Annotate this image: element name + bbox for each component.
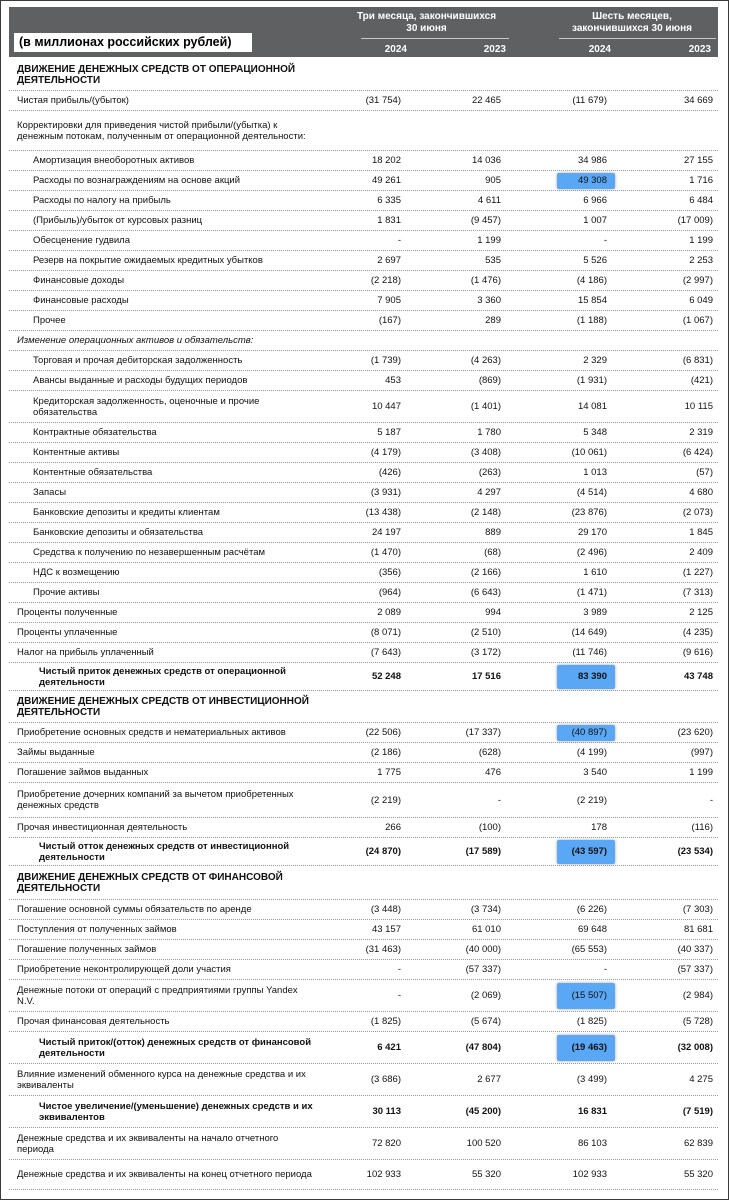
value-cell: 6 335 xyxy=(377,195,401,206)
value-cell: (45 200) xyxy=(465,1106,501,1117)
value-cell: (57 337) xyxy=(677,964,713,975)
section-header-row xyxy=(9,691,718,723)
value-cell: (1 931) xyxy=(576,375,607,386)
value-cell: (40 897) xyxy=(571,727,607,738)
value-cell: (31 754) xyxy=(365,95,401,106)
row-label: Прочая инвестиционная деятельность xyxy=(17,822,188,833)
table-row xyxy=(9,920,718,940)
row-label: Контентные обязательства xyxy=(33,467,153,478)
row-label: Амортизация внеоборотных активов xyxy=(33,155,195,166)
value-cell: (6 226) xyxy=(576,904,607,915)
value-cell: 27 155 xyxy=(683,155,713,166)
table-row xyxy=(9,980,718,1012)
value-cell: (2 997) xyxy=(682,275,713,286)
value-cell: (1 825) xyxy=(370,1016,401,1027)
total-row xyxy=(9,663,718,691)
value-cell: 6 421 xyxy=(377,1042,401,1053)
table-row xyxy=(9,1064,718,1096)
value-cell: - xyxy=(397,964,401,975)
value-cell: 18 202 xyxy=(371,155,401,166)
table-row xyxy=(9,331,718,351)
table-row xyxy=(9,371,718,391)
value-cell: - xyxy=(709,794,713,806)
value-cell: 16 831 xyxy=(577,1106,607,1117)
value-cell: - xyxy=(397,990,401,1001)
table-row xyxy=(9,351,718,371)
value-cell: (13 438) xyxy=(365,507,401,518)
value-cell: 1 199 xyxy=(689,235,713,246)
value-cell: 5 187 xyxy=(377,427,401,438)
value-cell: 2 253 xyxy=(689,255,713,266)
value-cell: 17 516 xyxy=(471,671,501,682)
table-row xyxy=(9,423,718,443)
value-cell: 34 986 xyxy=(577,155,607,166)
table-row xyxy=(9,191,718,211)
row-label: Изменение операционных активов и обязательств: xyxy=(17,335,254,346)
row-label: Денежные потоки от операций с предприятиями группы Yandex N.V. xyxy=(17,984,298,1007)
table-row xyxy=(9,171,718,191)
value-cell: (65 553) xyxy=(571,944,607,955)
value-cell: (2 510) xyxy=(470,627,501,638)
row-label: ДВИЖЕНИЕ ДЕНЕЖНЫХ СРЕДСТВ ОТ ИНВЕСТИЦИОННОЙ ДЕЯТЕЛЬНОСТИ xyxy=(17,695,309,718)
value-cell: 266 xyxy=(385,822,401,833)
row-label: Проценты полученные xyxy=(17,607,118,618)
table-row xyxy=(9,583,718,603)
value-cell: (1 470) xyxy=(370,547,401,558)
value-cell: (7 643) xyxy=(370,647,401,658)
row-label: Чистый приток денежных средств от операционной деятельности xyxy=(39,665,286,688)
value-cell: 994 xyxy=(485,607,501,618)
value-cell: 49 261 xyxy=(371,175,401,186)
value-cell: 1 845 xyxy=(689,527,713,538)
value-cell: (3 734) xyxy=(470,904,501,915)
value-cell: (2 219) xyxy=(370,794,401,806)
total-row xyxy=(9,1096,718,1128)
value-cell: (263) xyxy=(478,467,501,478)
table-row xyxy=(9,643,718,663)
value-cell: (1 401) xyxy=(470,401,501,412)
row-label: Денежные средства и их эквиваленты на конец отчетного периода xyxy=(17,1169,312,1180)
value-cell: (23 876) xyxy=(571,507,607,518)
value-cell: 2 677 xyxy=(477,1074,501,1085)
row-label: Расходы по вознаграждениям на основе акций xyxy=(33,175,241,186)
value-cell: (1 227) xyxy=(682,567,713,578)
year-header: 2023 xyxy=(483,44,506,55)
value-cell: (6 831) xyxy=(682,355,713,366)
value-cell: (68) xyxy=(484,547,501,558)
header-divider xyxy=(361,38,509,39)
value-cell: (2 218) xyxy=(370,275,401,286)
table-row xyxy=(9,91,718,111)
table-row xyxy=(9,1160,718,1190)
value-cell: (22 506) xyxy=(365,727,401,738)
row-label: Банковские депозиты и кредиты клиентам xyxy=(33,507,220,518)
value-cell: 81 681 xyxy=(683,924,713,935)
table-row xyxy=(9,900,718,920)
value-cell: (4 514) xyxy=(576,487,607,498)
value-cell: 62 839 xyxy=(683,1138,713,1149)
row-label: Проценты уплаченные xyxy=(17,627,118,638)
value-cell: (356) xyxy=(378,567,401,578)
row-label: Чистая прибыль/(убыток) xyxy=(17,95,129,106)
table-row xyxy=(9,463,718,483)
value-cell: - xyxy=(397,235,401,246)
value-cell: (17 589) xyxy=(465,846,501,857)
value-cell: 69 648 xyxy=(577,924,607,935)
value-cell: 6 484 xyxy=(689,195,713,206)
value-cell: (1 067) xyxy=(682,315,713,326)
value-cell: 15 854 xyxy=(577,295,607,306)
row-label: Контрактные обязательства xyxy=(33,427,157,438)
table-row xyxy=(9,231,718,251)
row-label: Прочая финансовая деятельность xyxy=(17,1016,170,1027)
table-row xyxy=(9,111,718,151)
row-label: Торговая и прочая дебиторская задолженность xyxy=(33,355,243,366)
value-cell: (32 008) xyxy=(677,1042,713,1053)
table-row xyxy=(9,523,718,543)
value-cell: 889 xyxy=(485,527,501,538)
value-cell: (9 616) xyxy=(682,647,713,658)
row-label: Чистое увеличение/(уменьшение) денежных средств и их эквивалентов xyxy=(39,1100,313,1123)
year-header: 2023 xyxy=(688,44,711,55)
value-cell: 476 xyxy=(485,767,501,778)
row-label: Поступления от полученных займов xyxy=(17,924,177,935)
section-header-row xyxy=(9,866,718,900)
value-cell: 289 xyxy=(485,315,501,326)
value-cell: 52 248 xyxy=(371,671,401,682)
value-cell: (57) xyxy=(696,467,713,478)
table-row xyxy=(9,563,718,583)
row-label: Резерв на покрытие ожидаемых кредитных убытков xyxy=(33,255,263,266)
period-three-months: Три месяца, закончившихся 30 июня xyxy=(356,11,497,34)
value-cell: 7 905 xyxy=(377,295,401,306)
value-cell: (100) xyxy=(478,822,501,833)
row-label: Кредиторская задолженность, оценочные и прочие обязательства xyxy=(33,395,260,418)
value-cell: 2 409 xyxy=(689,547,713,558)
value-cell: (426) xyxy=(378,467,401,478)
total-row xyxy=(9,838,718,866)
value-cell: (6 643) xyxy=(470,587,501,598)
value-cell: (8 071) xyxy=(370,627,401,638)
table-row xyxy=(9,763,718,783)
value-cell: 5 526 xyxy=(583,255,607,266)
value-cell: (1 188) xyxy=(576,315,607,326)
value-cell: 102 933 xyxy=(572,1169,607,1180)
value-cell: (7 313) xyxy=(682,587,713,598)
value-cell: 4 275 xyxy=(689,1074,713,1085)
value-cell: 1 716 xyxy=(689,175,713,186)
row-label: Налог на прибыль уплаченный xyxy=(17,647,154,658)
value-cell: 6 966 xyxy=(583,195,607,206)
row-label: (Прибыль)/убыток от курсовых разниц xyxy=(33,215,203,226)
value-cell: (1 825) xyxy=(576,1016,607,1027)
value-cell: (2 496) xyxy=(576,547,607,558)
value-cell: (2 148) xyxy=(470,507,501,518)
value-cell: 49 308 xyxy=(577,175,607,186)
value-cell: (7 519) xyxy=(682,1106,713,1117)
unit-label: (в миллионах российских рублей) xyxy=(14,33,252,52)
row-label: Приобретение дочерних компаний за вычетом приобретенных денежных средств xyxy=(17,789,294,811)
value-cell: (5 728) xyxy=(682,1016,713,1027)
value-cell: (43 597) xyxy=(571,846,607,857)
table-row xyxy=(9,271,718,291)
value-cell: 43 748 xyxy=(683,671,713,682)
value-cell: (1 739) xyxy=(370,355,401,366)
value-cell: (3 686) xyxy=(370,1074,401,1085)
row-label: Приобретение основных средств и нематериальных активов xyxy=(17,727,286,738)
value-cell: (2 186) xyxy=(370,747,401,758)
value-cell: 1 199 xyxy=(477,235,501,246)
value-cell: (40 337) xyxy=(677,944,713,955)
row-label: Корректировки для приведения чистой прибыли/(убытка) к денежным потокам, полученным от операционной деятельности: xyxy=(17,119,306,142)
year-header: 2024 xyxy=(588,44,611,55)
value-cell: (2 069) xyxy=(470,990,501,1001)
value-cell: (9 457) xyxy=(470,215,501,226)
value-cell: 535 xyxy=(485,255,501,266)
value-cell: 2 329 xyxy=(583,355,607,366)
table-row xyxy=(9,603,718,623)
row-label: ДВИЖЕНИЕ ДЕНЕЖНЫХ СРЕДСТВ ОТ ОПЕРАЦИОННОЙ ДЕЯТЕЛЬНОСТИ xyxy=(17,63,296,86)
row-label: Погашение полученных займов xyxy=(17,944,157,955)
row-label: Чистый приток/(отток) денежных средств от финансовой деятельности xyxy=(39,1036,312,1059)
value-cell: - xyxy=(497,794,501,806)
value-cell: (10 061) xyxy=(571,447,607,458)
value-cell: 3 989 xyxy=(583,607,607,618)
value-cell: 1 199 xyxy=(689,767,713,778)
value-cell: (1 476) xyxy=(470,275,501,286)
table-row xyxy=(9,391,718,423)
table-row xyxy=(9,291,718,311)
value-cell: (4 199) xyxy=(576,747,607,758)
table-row xyxy=(9,940,718,960)
value-cell: 10 447 xyxy=(371,401,401,412)
value-cell: 1 831 xyxy=(377,215,401,226)
value-cell: (31 463) xyxy=(365,944,401,955)
row-label: ДВИЖЕНИЕ ДЕНЕЖНЫХ СРЕДСТВ ОТ ФИНАНСОВОЙ ДЕЯТЕЛЬНОСТИ xyxy=(17,871,283,894)
value-cell: 55 320 xyxy=(471,1169,501,1180)
value-cell: (47 804) xyxy=(465,1042,501,1053)
value-cell: (40 000) xyxy=(465,944,501,955)
row-label: Средства к получению по незавершенным расчётам xyxy=(33,547,266,558)
row-label: Займы выданные xyxy=(17,747,95,758)
value-cell: (4 179) xyxy=(370,447,401,458)
value-cell: 4 680 xyxy=(689,487,713,498)
value-cell: 55 320 xyxy=(683,1169,713,1180)
value-cell: 1 775 xyxy=(377,767,401,778)
value-cell: 34 669 xyxy=(683,95,713,106)
table-row xyxy=(9,1012,718,1032)
table-row xyxy=(9,723,718,743)
row-label: Погашение основной суммы обязательств по аренде xyxy=(17,904,252,915)
row-label: Влияние изменений обменного курса на денежные средства и их эквиваленты xyxy=(17,1068,306,1091)
table-row xyxy=(9,211,718,231)
period-six-months: Шесть месяцев, закончившихся 30 июня xyxy=(572,11,692,34)
row-label: Приобретение неконтролирующей доли участия xyxy=(17,964,231,975)
value-cell: (23 620) xyxy=(677,727,713,738)
value-cell: (11 746) xyxy=(572,647,607,658)
value-cell: (3 172) xyxy=(470,647,501,658)
table-row xyxy=(9,483,718,503)
value-cell: (14 649) xyxy=(571,627,607,638)
row-label: Погашение займов выданных xyxy=(17,767,149,778)
row-label: Контентные активы xyxy=(33,447,120,458)
value-cell: (3 931) xyxy=(370,487,401,498)
value-cell: (19 463) xyxy=(571,1042,607,1053)
table-row xyxy=(9,311,718,331)
value-cell: 61 010 xyxy=(471,924,501,935)
table-row xyxy=(9,818,718,838)
value-cell: 72 820 xyxy=(371,1138,401,1149)
table-row xyxy=(9,960,718,980)
row-label: Прочее xyxy=(33,315,66,326)
value-cell: 5 348 xyxy=(583,427,607,438)
value-cell: (997) xyxy=(690,747,713,758)
row-label: Обесценение гудвила xyxy=(33,235,131,246)
table-row xyxy=(9,623,718,643)
value-cell: (421) xyxy=(690,375,713,386)
value-cell: (11 679) xyxy=(572,95,607,106)
value-cell: (6 424) xyxy=(682,447,713,458)
value-cell: 3 360 xyxy=(477,295,501,306)
value-cell: 1 610 xyxy=(583,567,607,578)
value-cell: (2 166) xyxy=(470,567,501,578)
row-label: Финансовые доходы xyxy=(33,275,125,286)
value-cell: 4 611 xyxy=(477,195,501,206)
value-cell: 905 xyxy=(485,175,501,186)
value-cell: 102 933 xyxy=(366,1169,401,1180)
section-header-row xyxy=(9,59,718,91)
value-cell: (17 337) xyxy=(465,727,501,738)
row-label: Расходы по налогу на прибыль xyxy=(33,195,171,206)
value-cell: (3 408) xyxy=(470,447,501,458)
value-cell: (23 534) xyxy=(677,846,713,857)
value-cell: 86 103 xyxy=(577,1138,607,1149)
value-cell: 22 465 xyxy=(471,95,501,106)
table-row xyxy=(9,503,718,523)
table-row xyxy=(9,251,718,271)
value-cell: (4 263) xyxy=(470,355,501,366)
value-cell: 178 xyxy=(591,822,607,833)
value-cell: (628) xyxy=(478,747,501,758)
header-divider xyxy=(559,38,716,39)
table-row xyxy=(9,443,718,463)
row-label: Финансовые расходы xyxy=(33,295,129,306)
value-cell: (964) xyxy=(378,587,401,598)
value-cell: 2 697 xyxy=(377,255,401,266)
value-cell: 29 170 xyxy=(577,527,607,538)
value-cell: 3 540 xyxy=(583,767,607,778)
year-header: 2024 xyxy=(384,44,407,55)
value-cell: 2 089 xyxy=(377,607,401,618)
table-row xyxy=(9,543,718,563)
row-label: НДС к возмещению xyxy=(33,567,120,578)
value-cell: 2 125 xyxy=(689,607,713,618)
value-cell: (15 507) xyxy=(571,990,607,1001)
value-cell: (2 984) xyxy=(682,990,713,1001)
table-row xyxy=(9,743,718,763)
value-cell: - xyxy=(603,964,607,975)
row-label: Чистый отток денежных средств от инвестиционной деятельности xyxy=(39,840,290,863)
value-cell: 1 013 xyxy=(583,467,607,478)
value-cell: 14 081 xyxy=(577,401,607,412)
value-cell: (17 009) xyxy=(677,215,713,226)
value-cell: 1 780 xyxy=(477,427,501,438)
value-cell: (3 448) xyxy=(370,904,401,915)
value-cell: (24 870) xyxy=(365,846,401,857)
value-cell: (2 219) xyxy=(576,794,607,806)
value-cell: 2 319 xyxy=(689,427,713,438)
value-cell: 83 390 xyxy=(577,671,607,682)
value-cell: 14 036 xyxy=(471,155,501,166)
table-header xyxy=(9,7,718,57)
value-cell: (1 471) xyxy=(576,587,607,598)
value-cell: (2 073) xyxy=(682,507,713,518)
total-row xyxy=(9,1032,718,1064)
table-row xyxy=(9,151,718,171)
value-cell: 6 049 xyxy=(689,295,713,306)
value-cell: 453 xyxy=(385,375,401,386)
row-label: Авансы выданные и расходы будущих периодов xyxy=(33,375,248,386)
value-cell: (4 235) xyxy=(682,627,713,638)
value-cell: (869) xyxy=(478,375,501,386)
value-cell: (3 499) xyxy=(576,1074,607,1085)
table-row xyxy=(9,1128,718,1160)
row-label: Банковские депозиты и обязательства xyxy=(33,527,204,538)
row-label: Денежные средства и их эквиваленты на начало отчетного периода xyxy=(17,1132,279,1155)
value-cell: (116) xyxy=(691,822,713,833)
value-cell: 10 115 xyxy=(684,401,713,412)
value-cell: 43 157 xyxy=(371,924,401,935)
value-cell: (7 303) xyxy=(682,904,713,915)
row-label: Запасы xyxy=(33,487,67,498)
value-cell: 100 520 xyxy=(466,1138,501,1149)
value-cell: (57 337) xyxy=(465,964,501,975)
table-row xyxy=(9,783,718,818)
value-cell: (167) xyxy=(378,315,401,326)
value-cell: 30 113 xyxy=(372,1106,401,1117)
value-cell: (4 186) xyxy=(576,275,607,286)
value-cell: - xyxy=(603,235,607,246)
value-cell: (5 674) xyxy=(470,1016,501,1027)
value-cell: 1 007 xyxy=(583,215,607,226)
value-cell: 24 197 xyxy=(371,527,401,538)
value-cell: 4 297 xyxy=(477,487,501,498)
row-label: Прочие активы xyxy=(33,587,100,598)
